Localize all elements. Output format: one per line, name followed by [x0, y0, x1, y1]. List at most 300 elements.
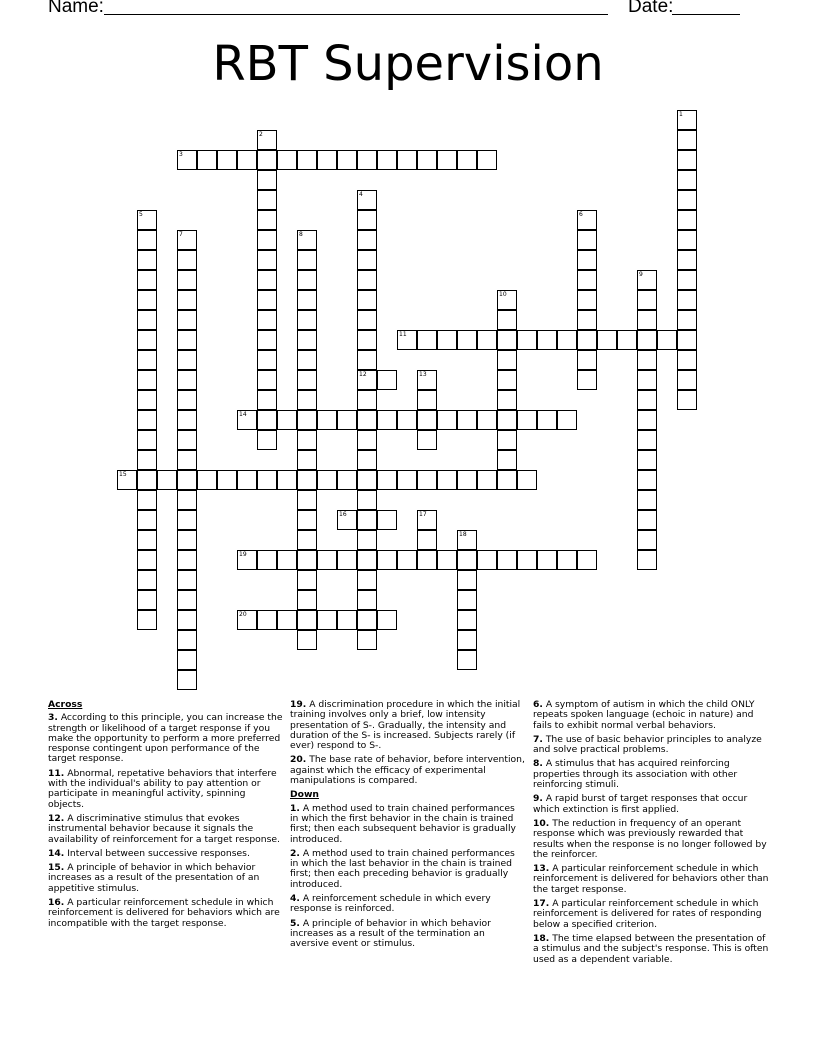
crossword-cell[interactable] [417, 530, 437, 550]
crossword-cell[interactable] [357, 150, 377, 170]
clue-number: 13. [533, 863, 550, 875]
crossword-cell[interactable] [517, 470, 537, 490]
clue-number: 20. [290, 754, 307, 766]
crossword-cell[interactable] [557, 550, 577, 570]
clue-text: According to this principle, you can increase the strength or likelihood of a target response if you make the opportunity to perform a more preferred response contingent upon performance of the target response. [48, 712, 283, 765]
crossword-cell[interactable] [677, 350, 697, 370]
crossword-cell[interactable] [637, 290, 657, 310]
crossword-cell[interactable] [457, 550, 477, 570]
clue-number: 11. [48, 767, 65, 779]
crossword-cell[interactable] [637, 510, 657, 530]
crossword-cell[interactable] [497, 550, 517, 570]
clue-text: A particular reinforcement schedule in which reinforcement is delivered for behaviors other than the target response. [533, 863, 769, 895]
crossword-cell[interactable] [257, 290, 277, 310]
crossword-cell[interactable] [137, 330, 157, 350]
crossword-cell[interactable] [137, 370, 157, 390]
crossword-cell[interactable] [257, 330, 277, 350]
crossword-cell[interactable] [137, 470, 157, 490]
crossword-cell[interactable] [257, 190, 277, 210]
crossword-cell[interactable] [137, 570, 157, 590]
crossword-cell[interactable] [477, 410, 497, 430]
crossword-cell[interactable] [257, 430, 277, 450]
crossword-cell[interactable] [417, 510, 437, 530]
clue-number: 17. [533, 898, 550, 910]
crossword-cell[interactable] [357, 330, 377, 350]
crossword-cell[interactable] [497, 350, 517, 370]
down-clue-4 [290, 894, 526, 915]
crossword-cell[interactable] [137, 530, 157, 550]
crossword-cell[interactable] [377, 370, 397, 390]
crossword-cell[interactable] [137, 250, 157, 270]
crossword-cell[interactable] [177, 430, 197, 450]
crossword-cell[interactable] [177, 250, 197, 270]
crossword-cell[interactable] [257, 230, 277, 250]
across-clue-11 [48, 769, 284, 810]
crossword-cell[interactable] [357, 290, 377, 310]
crossword-cell[interactable] [297, 610, 317, 630]
down-clue-13 [533, 864, 769, 895]
crossword-cell[interactable] [297, 590, 317, 610]
crossword-cell[interactable] [677, 230, 697, 250]
crossword-cell[interactable] [417, 470, 437, 490]
crossword-cell[interactable] [497, 430, 517, 450]
crossword-cell[interactable] [137, 350, 157, 370]
crossword-cell[interactable] [357, 630, 377, 650]
crossword-cell[interactable] [497, 310, 517, 330]
crossword-cell[interactable] [257, 610, 277, 630]
crossword-cell[interactable] [377, 150, 397, 170]
crossword-cell[interactable] [177, 310, 197, 330]
crossword-cell[interactable] [137, 410, 157, 430]
across-clue-20 [290, 755, 526, 786]
crossword-cell[interactable] [297, 550, 317, 570]
crossword-cell[interactable] [177, 630, 197, 650]
crossword-cell[interactable] [677, 210, 697, 230]
crossword-cell[interactable] [437, 150, 457, 170]
crossword-cell[interactable] [137, 270, 157, 290]
crossword-cell[interactable] [177, 370, 197, 390]
crossword-cell[interactable] [457, 630, 477, 650]
crossword-cell[interactable] [437, 410, 457, 430]
crossword-cell[interactable] [137, 510, 157, 530]
crossword-cell[interactable] [457, 410, 477, 430]
crossword-cell[interactable] [297, 530, 317, 550]
clue-number: 5. [290, 917, 300, 929]
crossword-cell[interactable] [577, 270, 597, 290]
clue-number-label: 3 [179, 151, 183, 158]
clue-text: Interval between successive responses. [67, 847, 250, 859]
crossword-cell[interactable] [477, 550, 497, 570]
down-clue-8 [533, 759, 769, 790]
crossword-cell[interactable] [637, 530, 657, 550]
crossword-cell[interactable] [217, 150, 237, 170]
crossword-cell[interactable] [677, 390, 697, 410]
crossword-cell[interactable] [357, 350, 377, 370]
crossword-cell[interactable] [377, 610, 397, 630]
clue-number: 15. [48, 862, 65, 874]
crossword-cell[interactable] [297, 470, 317, 490]
crossword-cell[interactable] [457, 650, 477, 670]
crossword-cell[interactable] [257, 350, 277, 370]
crossword-cell[interactable] [257, 130, 277, 150]
crossword-cell[interactable] [597, 330, 617, 350]
crossword-cell[interactable] [397, 550, 417, 570]
crossword-cell[interactable] [257, 370, 277, 390]
crossword-cell[interactable] [177, 550, 197, 570]
crossword-cell[interactable] [177, 670, 197, 690]
crossword-cell[interactable] [137, 290, 157, 310]
crossword-cell[interactable] [357, 410, 377, 430]
crossword-cell[interactable] [677, 130, 697, 150]
crossword-cell[interactable] [377, 410, 397, 430]
clue-text: A stimulus that has acquired reinforcing properties through its association with other reinforcing stimuli. [533, 758, 738, 791]
crossword-cell[interactable] [377, 470, 397, 490]
crossword-cell[interactable] [177, 150, 197, 170]
down-clue-18 [533, 934, 769, 965]
crossword-cell[interactable] [417, 550, 437, 570]
crossword-cell[interactable] [297, 370, 317, 390]
crossword-cell[interactable] [437, 330, 457, 350]
crossword-cell[interactable] [357, 270, 377, 290]
crossword-cell[interactable] [337, 550, 357, 570]
crossword-cell[interactable] [177, 510, 197, 530]
clue-number: 1. [290, 802, 300, 814]
crossword-cell[interactable] [317, 470, 337, 490]
crossword-cell[interactable] [377, 510, 397, 530]
crossword-cell[interactable] [457, 150, 477, 170]
across-clue-12 [48, 814, 284, 845]
crossword-cell[interactable] [657, 330, 677, 350]
crossword-cell[interactable] [297, 310, 317, 330]
crossword-cell[interactable] [637, 350, 657, 370]
clue-number: 7. [533, 733, 543, 745]
crossword-cell[interactable] [637, 430, 657, 450]
crossword-cell[interactable] [137, 610, 157, 630]
down-heading: Down [290, 789, 319, 801]
clue-number-label: 16 [339, 511, 347, 518]
crossword-cell[interactable] [237, 410, 257, 430]
crossword-cell[interactable] [297, 410, 317, 430]
crossword-cell[interactable] [577, 230, 597, 250]
crossword-cell[interactable] [637, 310, 657, 330]
date-label: Date: [628, 0, 674, 17]
crossword-cell[interactable] [537, 550, 557, 570]
crossword-cell[interactable] [337, 470, 357, 490]
crossword-cell[interactable] [397, 150, 417, 170]
crossword-cell[interactable] [257, 250, 277, 270]
crossword-cell[interactable] [177, 650, 197, 670]
crossword-cell[interactable] [677, 330, 697, 350]
clue-number-label: 9 [639, 271, 643, 278]
crossword-cell[interactable] [137, 490, 157, 510]
crossword-cell[interactable] [357, 550, 377, 570]
clue-number-label: 13 [419, 371, 427, 378]
clue-text: The base rate of behavior, before intervention, against which the efficacy of experimental manipulations is compared. [290, 754, 525, 787]
crossword-cell[interactable] [317, 550, 337, 570]
crossword-cell[interactable] [297, 270, 317, 290]
crossword-cell[interactable] [517, 330, 537, 350]
crossword-cell[interactable] [177, 470, 197, 490]
crossword-cell[interactable] [357, 590, 377, 610]
crossword-cell[interactable] [637, 270, 657, 290]
crossword-cell[interactable] [677, 250, 697, 270]
crossword-cell[interactable] [137, 230, 157, 250]
crossword-cell[interactable] [177, 610, 197, 630]
crossword-cell[interactable] [297, 570, 317, 590]
crossword-cell[interactable] [637, 450, 657, 470]
crossword-cell[interactable] [277, 150, 297, 170]
crossword-cell[interactable] [257, 210, 277, 230]
crossword-cell[interactable] [457, 470, 477, 490]
crossword-cell[interactable] [357, 610, 377, 630]
crossword-cell[interactable] [497, 390, 517, 410]
down-clue-6 [533, 700, 769, 731]
crossword-cell[interactable] [357, 250, 377, 270]
clue-text: The use of basic behavior principles to analyze and solve practical problems. [533, 733, 762, 756]
crossword-cell[interactable] [457, 590, 477, 610]
clue-number: 16. [48, 897, 65, 909]
crossword-cell[interactable] [297, 350, 317, 370]
crossword-cell[interactable] [177, 490, 197, 510]
crossword-cell[interactable] [137, 590, 157, 610]
crossword-cell[interactable] [197, 470, 217, 490]
clue-number-label: 12 [359, 371, 367, 378]
crossword-cell[interactable] [477, 330, 497, 350]
crossword-cell[interactable] [437, 550, 457, 570]
clue-number-label: 15 [119, 471, 127, 478]
crossword-cell[interactable] [297, 490, 317, 510]
crossword-cell[interactable] [577, 290, 597, 310]
crossword-cell[interactable] [357, 390, 377, 410]
crossword-cell[interactable] [337, 410, 357, 430]
crossword-cell[interactable] [517, 410, 537, 430]
clue-number-label: 20 [239, 611, 247, 618]
crossword-cell[interactable] [397, 410, 417, 430]
crossword-cell[interactable] [337, 150, 357, 170]
crossword-cell[interactable] [357, 310, 377, 330]
crossword-cell[interactable] [177, 230, 197, 250]
crossword-cell[interactable] [677, 290, 697, 310]
crossword-cell[interactable] [557, 330, 577, 350]
crossword-cell[interactable] [417, 390, 437, 410]
clue-number-label: 17 [419, 511, 427, 518]
crossword-cell[interactable] [277, 470, 297, 490]
crossword-cell[interactable] [177, 270, 197, 290]
crossword-cell[interactable] [297, 390, 317, 410]
crossword-cell[interactable] [297, 150, 317, 170]
clue-number: 8. [533, 758, 543, 770]
crossword-cell[interactable] [137, 310, 157, 330]
crossword-cell[interactable] [277, 410, 297, 430]
crossword-cell[interactable] [617, 330, 637, 350]
clue-number-label: 11 [399, 331, 407, 338]
crossword-cell[interactable] [257, 310, 277, 330]
crossword-cell[interactable] [337, 610, 357, 630]
down-clue-2 [290, 849, 526, 890]
crossword-cell[interactable] [317, 150, 337, 170]
crossword-cell[interactable] [177, 450, 197, 470]
crossword-cell[interactable] [417, 430, 437, 450]
crossword-cell[interactable] [537, 410, 557, 430]
crossword-cell[interactable] [637, 390, 657, 410]
clue-number-label: 2 [259, 131, 263, 138]
crossword-cell[interactable] [357, 510, 377, 530]
crossword-cell[interactable] [297, 430, 317, 450]
crossword-cell[interactable] [217, 470, 237, 490]
clue-text: A symptom of autism in which the child ONLY repeats spoken language (echoic in nature) and fails to exhibit normal verbal behaviors. [533, 699, 755, 731]
crossword-cell[interactable] [357, 430, 377, 450]
crossword-cell[interactable] [357, 530, 377, 550]
crossword-cell[interactable] [497, 370, 517, 390]
crossword-cell[interactable] [297, 510, 317, 530]
crossword-cell[interactable] [357, 570, 377, 590]
crossword-cell[interactable] [257, 470, 277, 490]
clue-number-label: 6 [579, 211, 583, 218]
crossword-cell[interactable] [677, 170, 697, 190]
crossword-cell[interactable] [677, 150, 697, 170]
clue-number: 6. [533, 699, 543, 710]
crossword-cell[interactable] [177, 410, 197, 430]
crossword-cell[interactable] [457, 330, 477, 350]
crossword-cell[interactable] [177, 530, 197, 550]
clue-number-label: 4 [359, 191, 363, 198]
clue-text: The time elapsed between the presentation of a stimulus and the subject's response. This is often used as a dependent variable. [533, 932, 769, 965]
crossword-cell[interactable] [177, 350, 197, 370]
clue-number: 2. [290, 847, 300, 859]
crossword-cell[interactable] [237, 550, 257, 570]
crossword-cell[interactable] [237, 610, 257, 630]
crossword-cell[interactable] [637, 410, 657, 430]
crossword-cell[interactable] [177, 390, 197, 410]
crossword-cell[interactable] [457, 530, 477, 550]
crossword-cell[interactable] [357, 210, 377, 230]
crossword-cell[interactable] [257, 170, 277, 190]
crossword-cell[interactable] [297, 290, 317, 310]
crossword-cell[interactable] [497, 470, 517, 490]
crossword-cell[interactable] [177, 570, 197, 590]
crossword-cell[interactable] [577, 550, 597, 570]
clue-text: A discrimination procedure in which the initial training involves only a brief, low intensity presentation of S-. Gradually, the intensity and duration of the S- is increased. Subjects rarely (if ever) respond to S-. [290, 699, 521, 752]
crossword-cell[interactable] [257, 410, 277, 430]
clue-text: A particular reinforcement schedule in which reinforcement is delivered for rates of responding below a specified criterion. [533, 898, 762, 930]
clue-number-label: 18 [459, 531, 467, 538]
crossword-cell[interactable] [257, 390, 277, 410]
crossword-cell[interactable] [197, 150, 217, 170]
crossword-cell[interactable] [257, 270, 277, 290]
crossword-cell[interactable] [117, 470, 137, 490]
name-label: Name: [48, 0, 104, 17]
crossword-cell[interactable] [357, 470, 377, 490]
crossword-cell[interactable] [297, 230, 317, 250]
crossword-cell[interactable] [257, 150, 277, 170]
crossword-cell[interactable] [637, 330, 657, 350]
crossword-cell[interactable] [557, 410, 577, 430]
crossword-cell[interactable] [137, 390, 157, 410]
crossword-cell[interactable] [497, 330, 517, 350]
crossword-cell[interactable] [417, 330, 437, 350]
crossword-cell[interactable] [397, 470, 417, 490]
crossword-cell[interactable] [277, 550, 297, 570]
clue-text: A method used to train chained performances in which the last behavior in the chain is trained first; then each preceding behavior is gradually introduced. [290, 847, 515, 890]
crossword-cell[interactable] [477, 470, 497, 490]
crossword-cell[interactable] [417, 410, 437, 430]
crossword-cell[interactable] [137, 450, 157, 470]
crossword-cell[interactable] [577, 350, 597, 370]
clue-number: 4. [290, 893, 300, 905]
crossword-cell[interactable] [457, 610, 477, 630]
crossword-cell[interactable] [577, 210, 597, 230]
crossword-cell[interactable] [297, 330, 317, 350]
crossword-cell[interactable] [137, 550, 157, 570]
crossword-cell[interactable] [577, 310, 597, 330]
crossword-cell[interactable] [317, 410, 337, 430]
crossword-cell[interactable] [357, 190, 377, 210]
crossword-cell[interactable] [677, 110, 697, 130]
crossword-cell[interactable] [357, 230, 377, 250]
down-clue-10 [533, 819, 769, 860]
clue-number: 10. [533, 817, 550, 829]
crossword-cell[interactable] [477, 150, 497, 170]
crossword-cell[interactable] [437, 470, 457, 490]
crossword-cell[interactable] [417, 370, 437, 390]
crossword-cell[interactable] [297, 450, 317, 470]
crossword-cell[interactable] [357, 450, 377, 470]
crossword-cell[interactable] [637, 370, 657, 390]
crossword-cell[interactable] [497, 450, 517, 470]
clue-text: Abnormal, repetative behaviors that interfere with the individual's ability to pay attention or participate in meaningful activity, spinning objects. [48, 767, 277, 810]
crossword-cell[interactable] [677, 190, 697, 210]
crossword-cell[interactable] [577, 330, 597, 350]
crossword-cell[interactable] [677, 310, 697, 330]
crossword-cell[interactable] [417, 150, 437, 170]
crossword-cell[interactable] [637, 490, 657, 510]
crossword-cell[interactable] [577, 370, 597, 390]
clue-number: 14. [48, 847, 65, 859]
crossword-cell[interactable] [497, 410, 517, 430]
crossword-cell[interactable] [357, 490, 377, 510]
crossword-cell[interactable] [637, 470, 657, 490]
crossword-cell[interactable] [237, 150, 257, 170]
crossword-cell[interactable] [177, 330, 197, 350]
crossword-cell[interactable] [137, 210, 157, 230]
crossword-cell[interactable] [177, 290, 197, 310]
crossword-cell[interactable] [537, 330, 557, 350]
crossword-cell[interactable] [137, 430, 157, 450]
clue-text: The reduction in frequency of an operant response which was previously rewarded that results when the response is no longer followed by the reinforcer. [533, 817, 767, 860]
clue-number-label: 14 [239, 411, 247, 418]
crossword-cell[interactable] [517, 550, 537, 570]
crossword-cell[interactable] [397, 330, 417, 350]
crossword-cell[interactable] [497, 290, 517, 310]
crossword-cell[interactable] [297, 250, 317, 270]
crossword-cell[interactable] [257, 550, 277, 570]
crossword-cell[interactable] [457, 570, 477, 590]
crossword-cell[interactable] [337, 510, 357, 530]
crossword-cell[interactable] [157, 470, 177, 490]
crossword-cell[interactable] [377, 550, 397, 570]
crossword-cell[interactable] [637, 550, 657, 570]
crossword-cell[interactable] [237, 470, 257, 490]
crossword-cell[interactable] [357, 370, 377, 390]
crossword-cell[interactable] [277, 610, 297, 630]
crossword-cell[interactable] [677, 270, 697, 290]
crossword-cell[interactable] [577, 250, 597, 270]
crossword-cell[interactable] [297, 630, 317, 650]
crossword-cell[interactable] [177, 590, 197, 610]
crossword-cell[interactable] [317, 610, 337, 630]
crossword-cell[interactable] [677, 370, 697, 390]
across-clue-14 [48, 849, 284, 859]
